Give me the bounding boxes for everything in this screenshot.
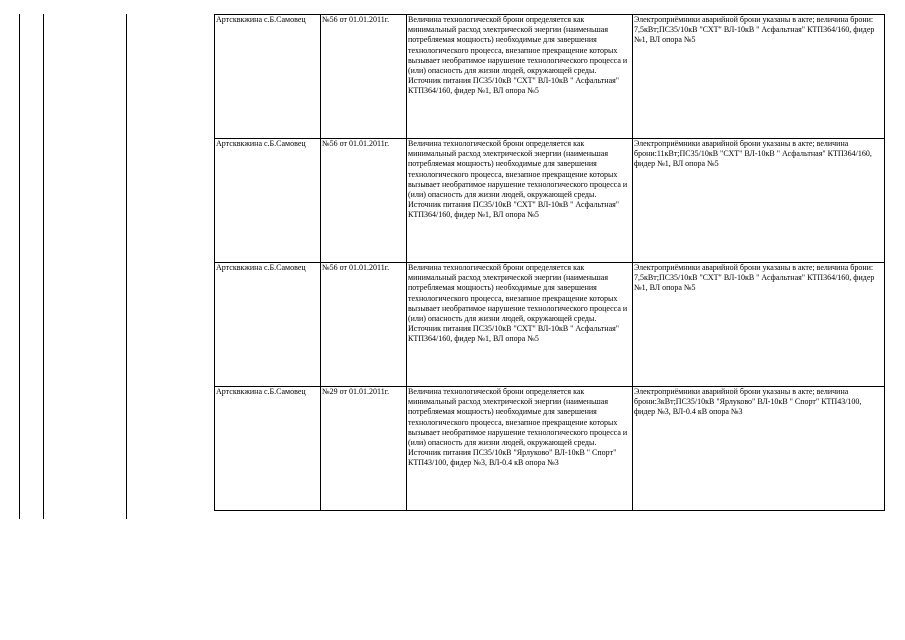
description-cell: Величина технологической брони определяется как минимальный расход электрической энергии (наименьшая потребляемая мощность) необходимые для завершения технологического процесса, внезапное прекращение которых вызывает необратимое нарушение технологического процесса и (или) опасность для жизни людей, окружающей среды. Источник питания ПС35/10кВ "Ярлуково" ВЛ-10кВ " Спорт" КТП43/100, фидер №3, ВЛ-0.4 кВ опора №3 bbox=[407, 387, 633, 511]
table-row bbox=[215, 15, 885, 139]
left-margin-rule-3 bbox=[126, 14, 127, 519]
notes-cell: Электроприёмники аварийной брони указаны в акте; величина брони: 7,5кВт;ПС35/10кВ "СХТ" ВЛ-10кВ " Асфальтная" КТП364/160, фидер №1, ВЛ опора №5 bbox=[633, 263, 885, 387]
object-cell: Артсквкжина с.Б.Самовец bbox=[215, 263, 321, 387]
table-row bbox=[215, 139, 885, 263]
left-margin-rule-2 bbox=[43, 14, 44, 519]
description-cell: Величина технологической брони определяется как минимальный расход электрической энергии (наименьшая потребляемая мощность) необходимые для завершения технологического процесса, внезапное прекращение которых вызывает необратимое нарушение технологического процесса и (или) опасность для жизни людей, окружающей среды. Источник питания ПС35/10кВ "СХТ" ВЛ-10кВ " Асфальтная" КТП364/160, фидер №1, ВЛ опора №5 bbox=[407, 15, 633, 139]
notes-cell: Электроприёмники аварийной брони указаны в акте; величина брони:11кВт;ПС35/10кВ "СХТ" ВЛ-10кВ " Асфальтная" КТП364/160, фидер №1, ВЛ опора №5 bbox=[633, 139, 885, 263]
notes-cell: Электроприёмники аварийной брони указаны в акте; величина брони: 7,5кВт;ПС35/10кВ "СХТ" ВЛ-10кВ " Асфальтная" КТП364/160, фидер №1, ВЛ опора №5 bbox=[633, 15, 885, 139]
description-cell: Величина технологической брони определяется как минимальный расход электрической энергии (наименьшая потребляемая мощность) необходимые для завершения технологического процесса, внезапное прекращение которых вызывает необратимое нарушение технологического процесса и (или) опасность для жизни людей, окружающей среды. Источник питания ПС35/10кВ "СХТ" ВЛ-10кВ " Асфальтная" КТП364/160, фидер №1, ВЛ опора №5 bbox=[407, 263, 633, 387]
object-cell: Артсквкжина с.Б.Самовец bbox=[215, 387, 321, 511]
act-cell: №56 от 01.01.2011г. bbox=[321, 15, 407, 139]
table-row bbox=[215, 387, 885, 511]
reserve-table bbox=[214, 14, 885, 511]
object-cell: Артсквкжина с.Б.Самовец bbox=[215, 15, 321, 139]
act-cell: №29 от 01.01.2011г. bbox=[321, 387, 407, 511]
notes-cell: Электроприёмники аварийной брони указаны в акте; величина брони:3кВт;ПС35/10кВ "Ярлуково" ВЛ-10кВ " Спорт" КТП43/100, фидер №3, ВЛ-0.4 кВ опора №3 bbox=[633, 387, 885, 511]
object-cell: Артсквкжина с.Б.Самовец bbox=[215, 139, 321, 263]
act-cell: №56 от 01.01.2011г. bbox=[321, 139, 407, 263]
left-margin-rule-1 bbox=[19, 14, 20, 519]
act-cell: №56 от 01.01.2011г. bbox=[321, 263, 407, 387]
table-row bbox=[215, 263, 885, 387]
description-cell: Величина технологической брони определяется как минимальный расход электрической энергии (наименьшая потребляемая мощность) необходимые для завершения технологического процесса, внезапное прекращение которых вызывает необратимое нарушение технологического процесса и (или) опасность для жизни людей, окружающей среды. Источник питания ПС35/10кВ "СХТ" ВЛ-10кВ " Асфальтная" КТП364/160, фидер №1, ВЛ опора №5 bbox=[407, 139, 633, 263]
